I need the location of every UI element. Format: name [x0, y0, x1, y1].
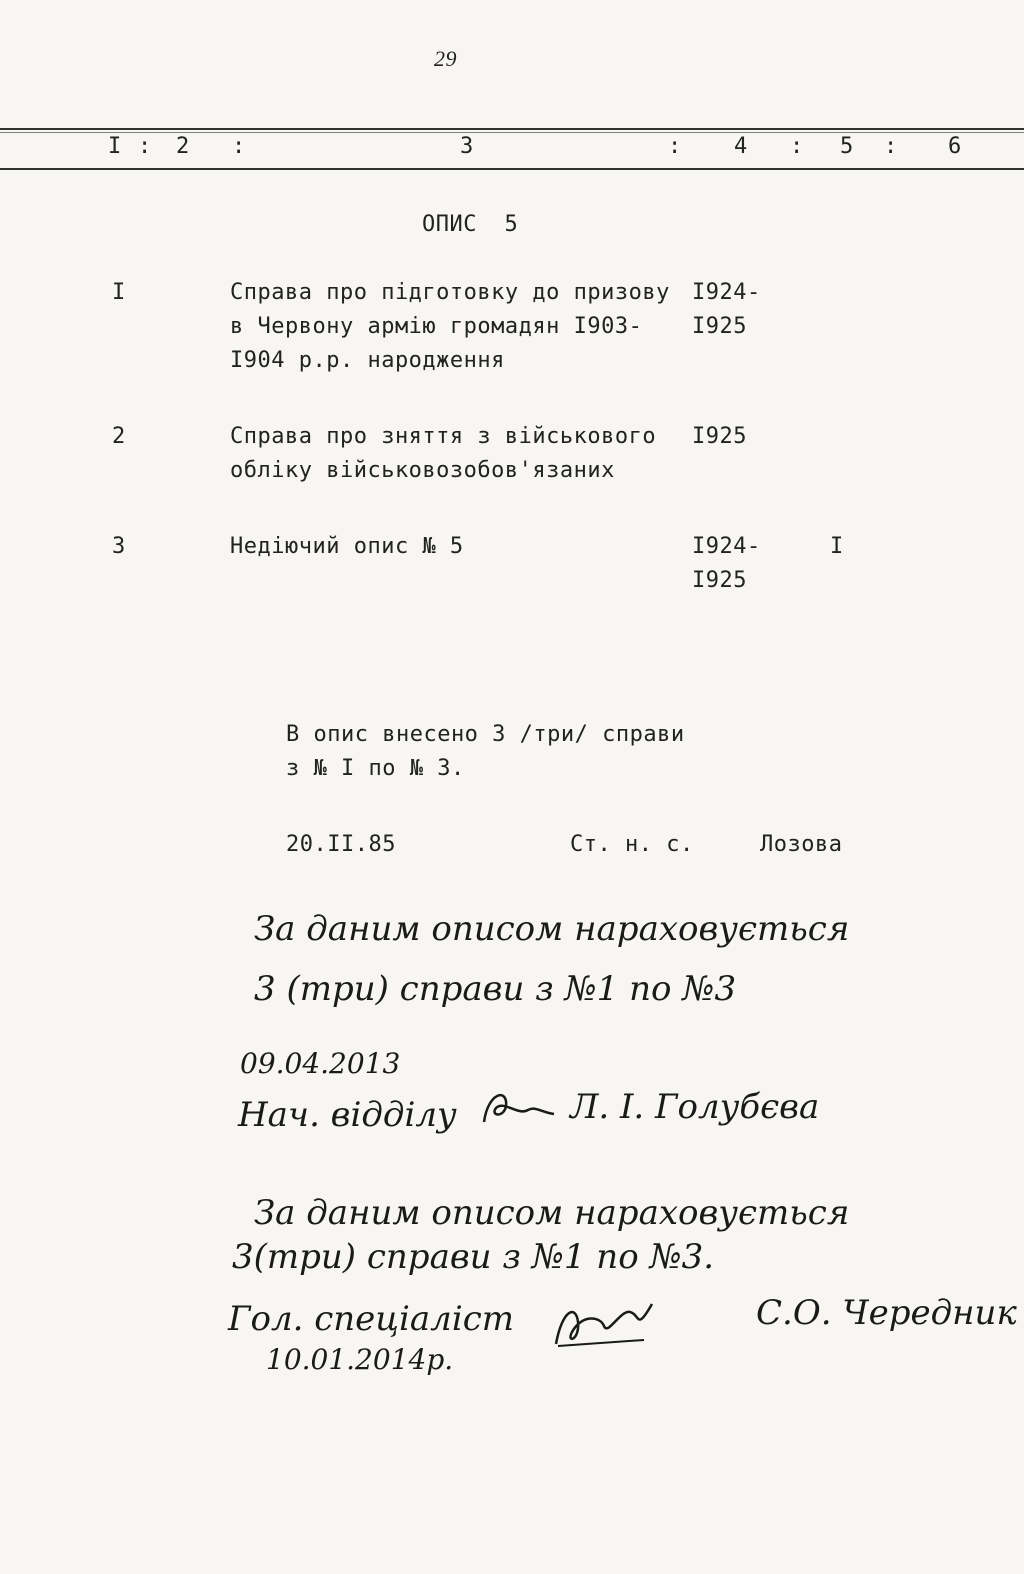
- header-top-rule-thin: [0, 132, 1024, 133]
- certification-name: Лозова: [760, 832, 843, 857]
- entry-date: I924-: [692, 534, 761, 559]
- entry-date: I925: [692, 424, 747, 449]
- entry-number: 2: [112, 424, 126, 449]
- handwritten-signer-name: Л. І. Голубєва: [570, 1087, 820, 1127]
- entry-title-line: Справа про підготовку до призову: [230, 280, 670, 305]
- entry-title-line: I904 р.р. народження: [230, 348, 505, 373]
- column-header-sep: :: [232, 134, 246, 159]
- handwritten-signer-title: Нач. відділу: [238, 1095, 457, 1135]
- handwritten-signer-name: С.О. Чередник: [756, 1293, 1017, 1333]
- header-bottom-rule: [0, 168, 1024, 170]
- handwritten-note-line: За даним описом нараховується: [254, 909, 850, 949]
- handwritten-date: 09.04.2013: [240, 1047, 401, 1080]
- signature-mark: [478, 1082, 558, 1132]
- summary-line: В опис внесено 3 /три/ справи: [286, 722, 685, 747]
- handwritten-note-line: 3(три) справи з №1 по №3.: [232, 1237, 715, 1277]
- column-header-4: 4: [734, 134, 748, 159]
- handwritten-signer-title: Гол. спеціаліст: [228, 1299, 514, 1339]
- signature-mark: [548, 1296, 658, 1356]
- entry-title-line: в Червону армію громадян I903-: [230, 314, 643, 339]
- entry-date: I925: [692, 314, 747, 339]
- column-header-sep: :: [668, 134, 682, 159]
- column-header-6: 6: [948, 134, 962, 159]
- entry-number: I: [112, 280, 126, 305]
- column-header-3: 3: [460, 134, 474, 159]
- entry-number: 3: [112, 534, 126, 559]
- entry-title-line: Справа про зняття з військового: [230, 424, 657, 449]
- handwritten-date: 10.01.2014р.: [266, 1343, 454, 1376]
- summary-line: з № I по № 3.: [286, 756, 465, 781]
- entry-sheets: I: [830, 534, 844, 559]
- handwritten-note-line: 3 (три) справи з №1 по №3: [254, 969, 737, 1009]
- column-header-sep: :: [138, 134, 152, 159]
- entry-date: I925: [692, 568, 747, 593]
- entry-date: I924-: [692, 280, 761, 305]
- column-header-5: 5: [840, 134, 854, 159]
- column-header-sep: :: [884, 134, 898, 159]
- section-title: ОПИС 5: [422, 212, 519, 237]
- header-top-rule: [0, 128, 1024, 130]
- column-header-1: I: [108, 134, 122, 159]
- handwritten-note-line: За даним описом нараховується: [254, 1193, 850, 1233]
- column-header-2: 2: [176, 134, 190, 159]
- column-header-sep: :: [790, 134, 804, 159]
- entry-title-line: обліку військовозобов'язаних: [230, 458, 615, 483]
- certification-date: 20.II.85: [286, 832, 396, 857]
- certification-position: Ст. н. с.: [570, 832, 694, 857]
- page-number: 29: [434, 46, 457, 71]
- entry-title-line: Недіючий опис № 5: [230, 534, 464, 559]
